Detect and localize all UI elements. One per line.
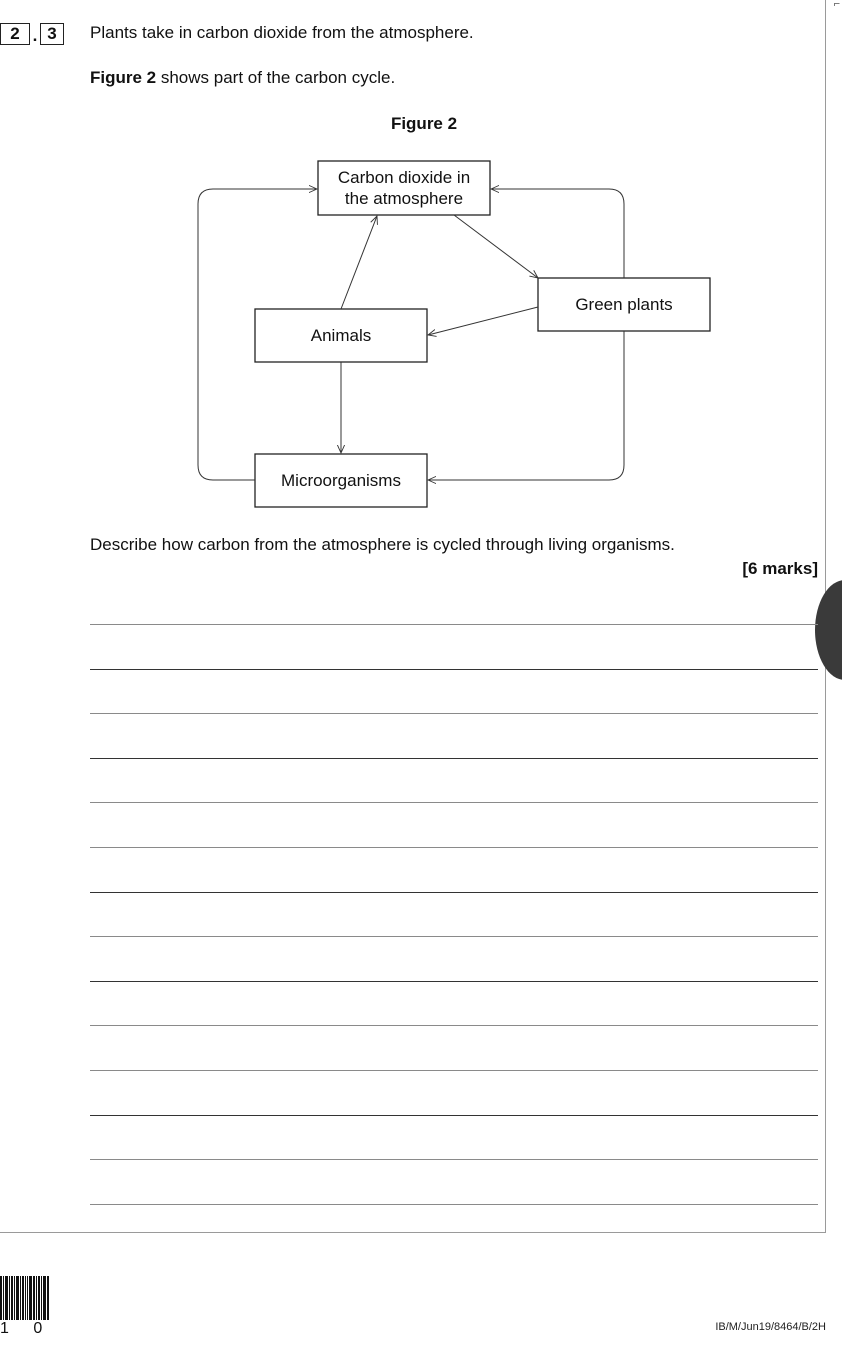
answer-line[interactable] (90, 802, 818, 803)
answer-line[interactable] (90, 936, 818, 937)
question-number-box-2: 3 (40, 23, 64, 45)
barcode (0, 1276, 50, 1320)
answer-line[interactable] (90, 1115, 818, 1116)
answer-line[interactable] (90, 981, 818, 982)
arrow-co2-to-plants (454, 215, 538, 278)
arrow-plants-to-animals (428, 307, 538, 335)
answer-line[interactable] (90, 1070, 818, 1071)
question-prompt: Describe how carbon from the atmosphere is cycled through living organisms. (90, 535, 675, 554)
arrow-animals-to-co2 (341, 216, 377, 309)
paper-code: IB/M/Jun19/8464/B/2H (715, 1321, 826, 1333)
question-number-dot: . (32, 26, 38, 45)
answer-lines[interactable] (90, 624, 818, 1248)
answer-line[interactable] (90, 624, 818, 625)
animals-label: Animals (310, 326, 372, 345)
carbon-cycle-diagram (0, 0, 842, 520)
answer-line[interactable] (90, 1159, 818, 1160)
answer-line[interactable] (90, 669, 818, 670)
figure-reference: Figure 2 (90, 68, 157, 87)
question-number-box-1: 2 (0, 23, 30, 45)
answer-line[interactable] (90, 1025, 818, 1026)
marks-label: [6 marks] (742, 559, 818, 578)
figure-title-text: Figure 2 (390, 114, 458, 133)
arrow-plants-to-microorganisms (428, 331, 624, 480)
answer-line[interactable] (90, 847, 818, 848)
green-plants-label: Green plants (575, 295, 673, 314)
page-number: 1 0 (0, 1320, 53, 1337)
arrow-plants-to-co2 (491, 189, 624, 278)
answer-line[interactable] (90, 892, 818, 893)
answer-line[interactable] (90, 713, 818, 714)
answer-line[interactable] (90, 1204, 818, 1205)
co2-label-line2: the atmosphere (344, 189, 464, 208)
microorganisms-label: Microorganisms (281, 471, 401, 490)
corner-mark: ⌐ (833, 0, 840, 10)
co2-label-line1: Carbon dioxide in (337, 168, 471, 187)
question-text: Plants take in carbon dioxide from the atmosphere. (90, 23, 474, 42)
answer-line[interactable] (90, 758, 818, 759)
intro-rest: shows part of the carbon cycle. (156, 68, 396, 87)
